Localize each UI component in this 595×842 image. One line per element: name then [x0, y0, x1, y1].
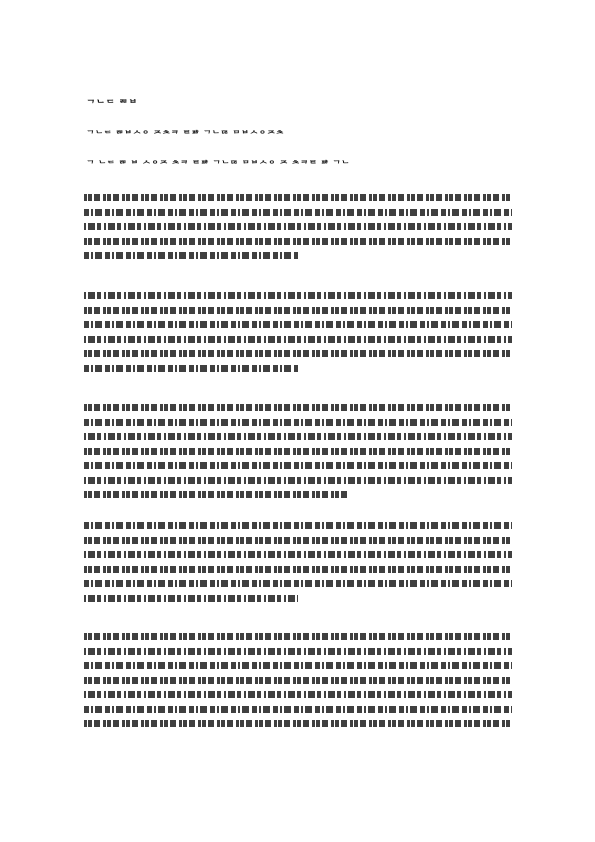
- text-line: [84, 491, 349, 498]
- text-line: [84, 419, 512, 426]
- text-line: [84, 448, 512, 455]
- document-title: ᄀᄂᄃ ᄅᄆᄇ: [86, 100, 138, 111]
- text-line: [84, 580, 512, 587]
- text-line: [84, 194, 512, 201]
- text-line: [84, 350, 512, 357]
- text-line: [84, 336, 512, 343]
- text-line: [84, 209, 512, 216]
- document-subtitle: ᄀᄂᄃ ᄅᄆᄇᄉᄋ ᄌᄎᄏ ᄐᄑᄒ ᄀᄂᄃᄅ ᄆᄇᄉᄋᄌᄎ: [86, 131, 285, 141]
- text-line: [84, 252, 298, 259]
- paragraph-1: [84, 194, 512, 267]
- text-line: [84, 551, 512, 558]
- paragraph-3: [84, 404, 512, 506]
- text-line: [84, 633, 512, 640]
- text-line: [84, 477, 512, 484]
- text-line: [84, 720, 512, 727]
- text-line: [84, 648, 512, 655]
- text-line: [84, 677, 512, 684]
- text-line: [84, 706, 512, 713]
- paragraph-5: [84, 633, 512, 735]
- text-line: [84, 462, 512, 469]
- text-line: [84, 307, 512, 314]
- text-line: [84, 566, 512, 573]
- text-line: [84, 292, 512, 299]
- text-line: [84, 404, 512, 411]
- text-line: [84, 522, 512, 529]
- text-line: [84, 321, 512, 328]
- text-line: [84, 662, 512, 669]
- paragraph-4: [84, 522, 512, 609]
- text-line: [84, 537, 512, 544]
- text-line: [84, 238, 512, 245]
- document-heading: ᄀ ᄂᄃ ᄅᄆ ᄇ ᄉᄋᄌ ᄎᄏ ᄐᄑᄒ ᄀᄂᄃᄅ ᄆᄇᄉᄋ ᄌ ᄎᄏᄐ ᄑᄒ ᄀᄂ: [86, 161, 350, 171]
- paragraph-2: [84, 292, 512, 379]
- text-line: [84, 223, 512, 230]
- text-line: [84, 691, 512, 698]
- text-line: [84, 365, 298, 372]
- text-line: [84, 433, 512, 440]
- text-line: [84, 595, 298, 602]
